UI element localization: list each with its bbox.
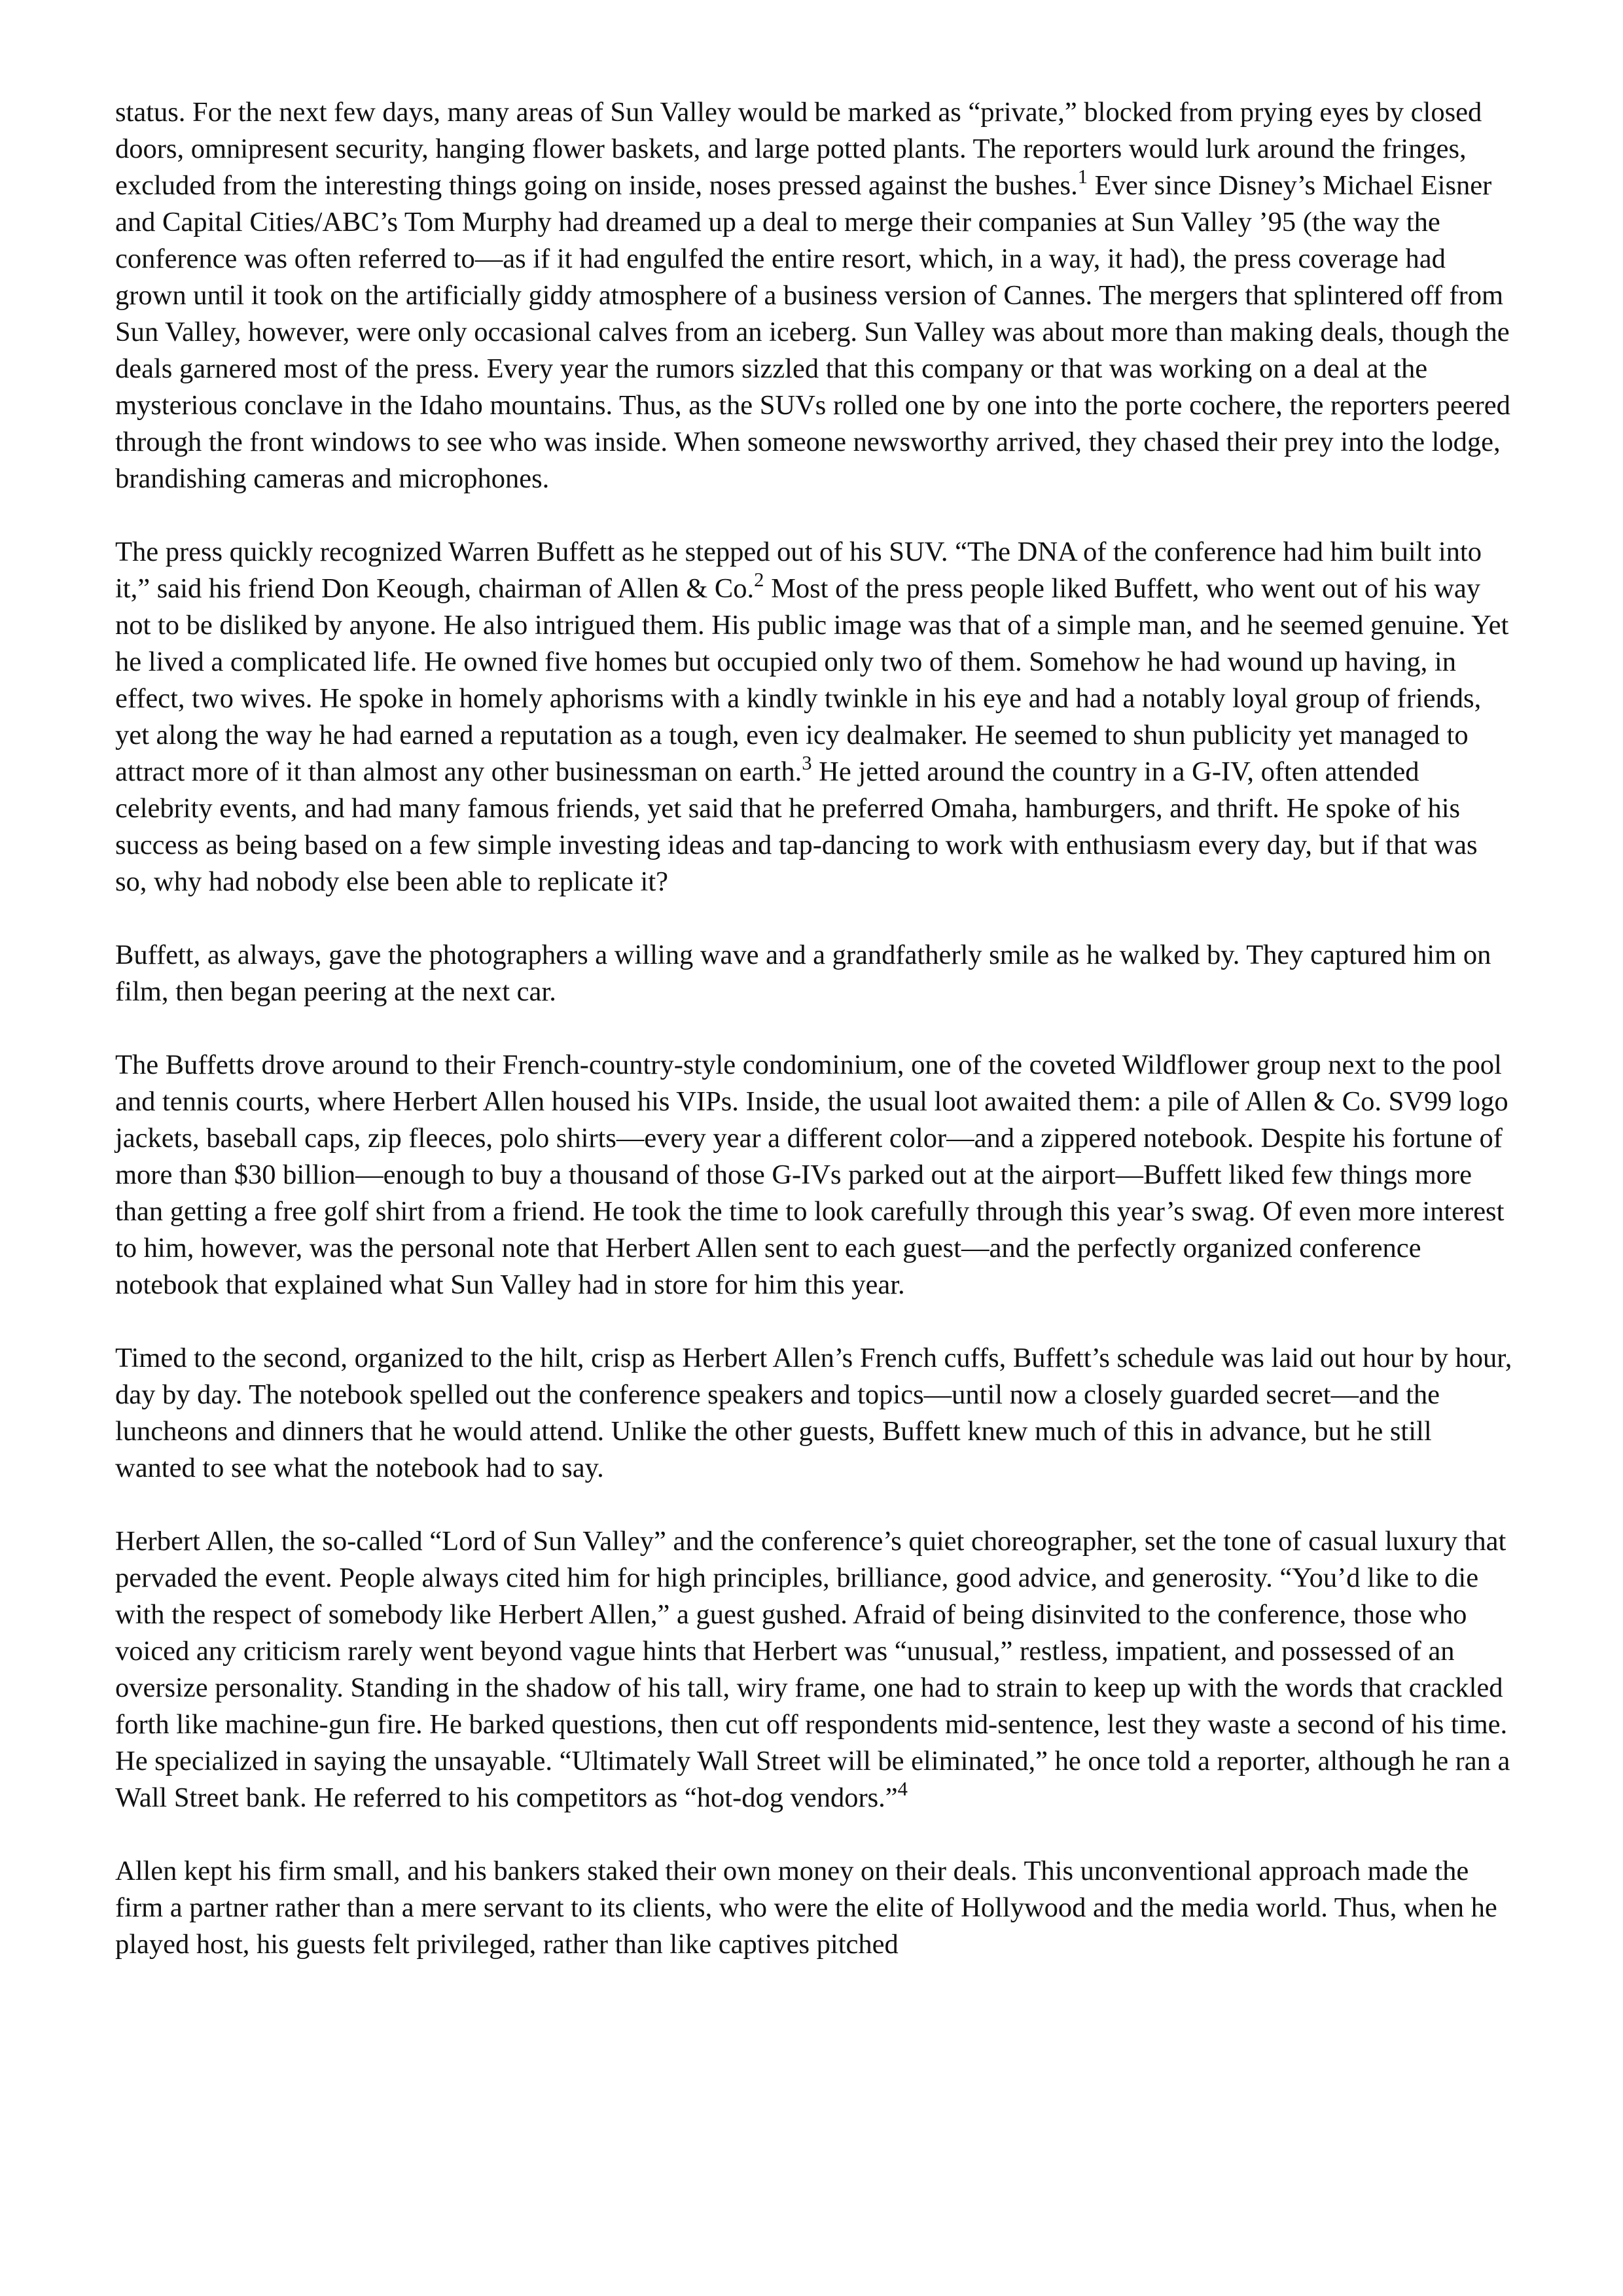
paragraph-text: He jetted around the country in a G-IV, often attended celebrity events, and had many famous friends, yet said that he preferred Omaha, hamburgers, and thrift. He spoke of his success as being based on a few simple investing ideas and tap-dancing to work with enthusiasm every day, but if that was so, why had nobody else been able to replicate it? xyxy=(115,756,1478,897)
footnote-marker: 2 xyxy=(754,569,764,592)
document-page xyxy=(115,94,1516,1963)
body-paragraph xyxy=(115,1853,1516,1963)
paragraph-text: Buffett, as always, gave the photographers a willing wave and a grandfatherly smile as he walked by. They captured him on film, then began peering at the next car. xyxy=(115,940,1491,1007)
body-paragraph xyxy=(115,1340,1516,1487)
paragraph-text: status. For the next few days, many areas of Sun Valley would be marked as “private,” blocked from prying eyes by closed doors, omnipresent security, hanging flower baskets, and large potted plants. The reporters would lurk around the fringes, excluded from the interesting things going on inside, noses pressed against the bushes. xyxy=(115,97,1482,201)
footnote-marker: 4 xyxy=(897,1778,908,1801)
paragraph-text: The press quickly recognized Warren Buffett as he stepped out of his SUV. “The DNA of the conference had him built into it,” said his friend Don Keough, chairman of Allen & Co. xyxy=(115,537,1482,604)
paragraph-text: Herbert Allen, the so-called “Lord of Sun Valley” and the conference’s quiet choreographer, set the tone of casual luxury that pervaded the event. People always cited him for high principles, brilliance, good advice, and generosity. “You’d like to die with the respect of somebody like Herbert Allen,” a guest gushed. Afraid of being disinvited to the conference, those who voiced any criticism rarely went beyond vague hints that Herbert was “unusual,” restless, impatient, and possessed of an oversize personality. Standing in the shadow of his tall, wiry frame, one had to strain to keep up with the words that crackled forth like machine-gun fire. He barked questions, then cut off respondents mid-sentence, lest they waste a second of his time. He specialized in saying the unsayable. “Ultimately Wall Street will be eliminated,” he once told a reporter, although he ran a Wall Street bank. He referred to his competitors as “hot-dog vendors.” xyxy=(115,1526,1510,1813)
body-paragraph xyxy=(115,534,1516,900)
paragraph-text: Timed to the second, organized to the hilt, crisp as Herbert Allen’s French cuffs, Buffett’s schedule was laid out hour by hour, day by day. The notebook spelled out the conference speakers and topics—until now a closely guarded secret—and the luncheons and dinners that he would attend. Unlike the other guests, Buffett knew much of this in advance, but he still wanted to see what the notebook had to say. xyxy=(115,1343,1512,1483)
body-paragraph xyxy=(115,937,1516,1010)
footnote-marker: 3 xyxy=(802,752,812,775)
paragraph-text: Most of the press people liked Buffett, who went out of his way not to be disliked by anyone. He also intrigued them. His public image was that of a simple man, and he seemed genuine. Yet he lived a complicated life. He owned five homes but occupied only two of them. Somehow he had wound up having, in effect, two wives. He spoke in homely aphorisms with a kindly twinkle in his eye and had a notably loyal group of friends, yet along the way he had earned a reputation as a tough, even icy dealmaker. He seemed to shun publicity yet managed to attract more of it than almost any other businessman on earth. xyxy=(115,573,1509,787)
footnote-marker: 1 xyxy=(1077,166,1088,188)
body-paragraph xyxy=(115,1523,1516,1816)
paragraph-text: Allen kept his firm small, and his bankers staked their own money on their deals. This unconventional approach made the firm a partner rather than a mere servant to its clients, who were the elite of Hollywood and the media world. Thus, when he played host, his guests felt privileged, rather than like captives pitched xyxy=(115,1856,1497,1960)
body-paragraph xyxy=(115,1047,1516,1303)
body-paragraph xyxy=(115,94,1516,497)
paragraph-text: The Buffetts drove around to their French-country-style condominium, one of the coveted Wildflower group next to the pool and tennis courts, where Herbert Allen housed his VIPs. Inside, the usual loot awaited them: a pile of Allen & Co. SV99 logo jackets, baseball caps, zip fleeces, polo shirts—every year a different color—and a zippered notebook. Despite his fortune of more than $30 billion—enough to buy a thousand of those G-IVs parked out at the airport—Buffett liked few things more than getting a free golf shirt from a friend. He took the time to look carefully through this year’s swag. Of even more interest to him, however, was the personal note that Herbert Allen sent to each guest—and the perfectly organized conference notebook that explained what Sun Valley had in store for him this year. xyxy=(115,1050,1508,1300)
paragraph-text: Ever since Disney’s Michael Eisner and Capital Cities/ABC’s Tom Murphy had dreamed up a deal to merge their companies at Sun Valley ’95 (the way the conference was often referred to—as if it had engulfed the entire resort, which, in a way, it had), the press coverage had grown until it took on the artificially giddy atmosphere of a business version of Cannes. The mergers that splintered off from Sun Valley, however, were only occasional calves from an iceberg. Sun Valley was about more than making deals, though the deals garnered most of the press. Every year the rumors sizzled that this company or that was working on a deal at the mysterious conclave in the Idaho mountains. Thus, as the SUVs rolled one by one into the porte cochere, the reporters peered through the front windows to see who was inside. When someone newsworthy arrived, they chased their prey into the lodge, brandishing cameras and microphones. xyxy=(115,170,1510,494)
